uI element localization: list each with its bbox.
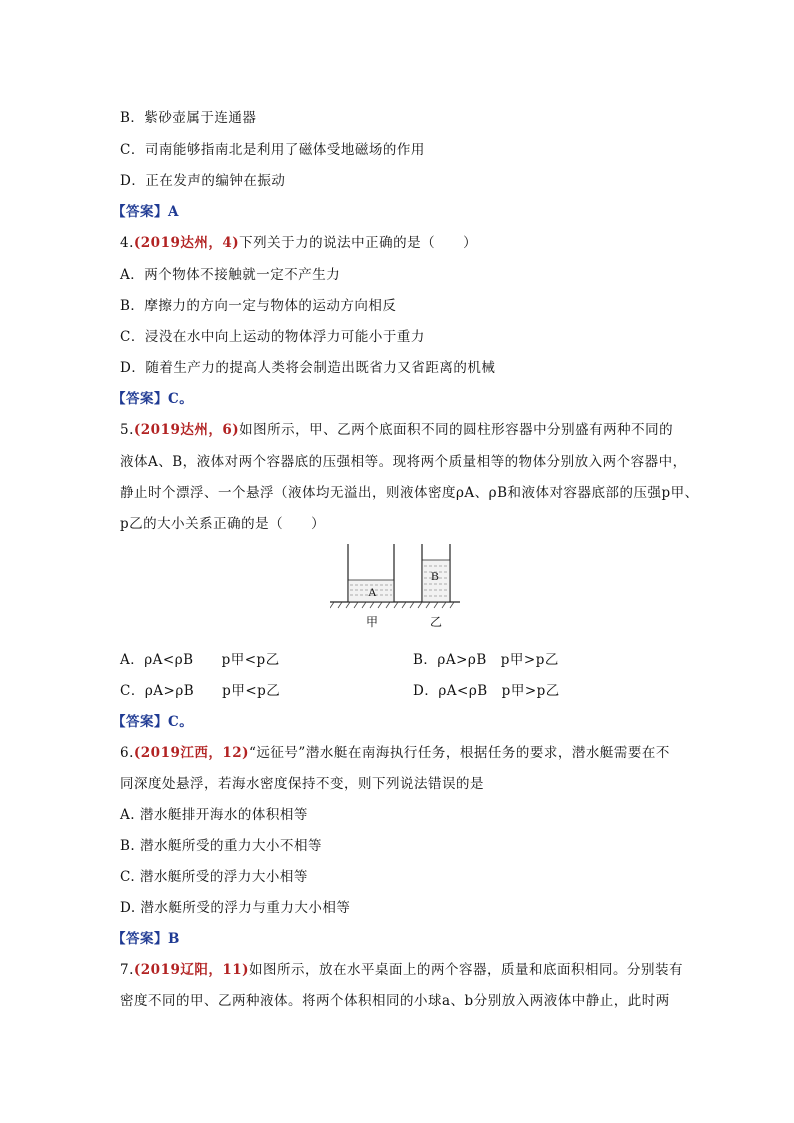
q6-option-d: D. 潜水艇所受的浮力与重力大小相等 bbox=[120, 900, 351, 916]
q6-option-c: C. 潜水艇所受的浮力大小相等 bbox=[120, 869, 308, 885]
q4-option-c: C．浸没在水中向上运动的物体浮力可能小于重力 bbox=[120, 329, 425, 345]
question-6 bbox=[120, 741, 670, 761]
container-jia bbox=[348, 544, 394, 602]
answer-value: A bbox=[168, 204, 179, 220]
q4-option-b: B．摩擦力的方向一定与物体的运动方向相反 bbox=[120, 298, 397, 314]
containers-diagram bbox=[330, 540, 470, 635]
answer-value: C。 bbox=[168, 391, 194, 407]
question-7 bbox=[120, 958, 683, 978]
question-5-line2: 液体A、B，液体对两个容器底的压强相等。现将两个质量相等的物体分别放入两个容器中， bbox=[120, 454, 687, 470]
question-5-line4: p乙的大小关系正确的是（ ） bbox=[120, 516, 326, 532]
question-source: (2019辽阳，11) bbox=[133, 962, 250, 978]
liquid-a-label: A bbox=[368, 585, 377, 599]
question-5 bbox=[120, 418, 673, 438]
question-text: 如图所示，甲、乙两个底面积不同的圆柱形容器中分别盛有两种不同的 bbox=[239, 422, 674, 438]
question-source: (2019达州，4) bbox=[133, 235, 240, 251]
question-number: 4. bbox=[120, 235, 134, 251]
answer-q3 bbox=[112, 200, 179, 220]
question-5-line3: 静止时个漂浮、一个悬浮（液体均无溢出，则液体密度ρA、ρB和液体对容器底部的压强p甲、 bbox=[120, 485, 699, 501]
question-number: 5. bbox=[120, 422, 134, 438]
q4-option-a: A．两个物体不接触就一定不产生力 bbox=[120, 267, 341, 283]
question-text: “远征号”潜水艇在南海执行任务，根据任务的要求，潜水艇需要在不 bbox=[249, 745, 670, 761]
label-yi: 乙 bbox=[430, 615, 443, 629]
answer-q6 bbox=[112, 927, 180, 947]
question-number: 6. bbox=[120, 745, 134, 761]
question-6-line2: 同深度处悬浮，若海水密度保持不变，则下列说法错误的是 bbox=[120, 776, 484, 792]
answer-value: B bbox=[168, 931, 180, 947]
question-text: 如图所示，放在水平桌面上的两个容器，质量和底面积相同。分别装有 bbox=[249, 962, 684, 978]
container-yi bbox=[422, 544, 450, 602]
question-4 bbox=[120, 231, 477, 251]
answer-label: 【答案】 bbox=[112, 714, 168, 730]
question-source: (2019江西，12) bbox=[133, 745, 250, 761]
q5-option-d: D．ρA<ρB p甲>p乙 bbox=[413, 683, 560, 699]
answer-q4 bbox=[112, 387, 193, 407]
question-source: (2019达州，6) bbox=[133, 422, 240, 438]
option-b: B．紫砂壶属于连通器 bbox=[120, 110, 257, 126]
option-c: C．司南能够指南北是利用了磁体受地磁场的作用 bbox=[120, 142, 425, 158]
q5-option-c: C．ρA>ρB p甲<p乙 bbox=[120, 683, 281, 699]
answer-label: 【答案】 bbox=[112, 931, 168, 947]
q5-option-b: B．ρA>ρB p甲>p乙 bbox=[413, 652, 559, 668]
option-d: D．正在发声的编钟在振动 bbox=[120, 173, 286, 189]
q6-option-b: B. 潜水艇所受的重力大小不相等 bbox=[120, 838, 323, 854]
q6-option-a: A. 潜水艇排开海水的体积相等 bbox=[120, 807, 308, 823]
question-7-line2: 密度不同的甲、乙两种液体。将两个体积相同的小球a、b分别放入两液体中静止，此时两 bbox=[120, 993, 670, 1009]
question-text: 下列关于力的说法中正确的是（ ） bbox=[239, 235, 478, 251]
q5-option-a: A．ρA<ρB p甲<p乙 bbox=[120, 652, 280, 668]
liquid-b-label: B bbox=[431, 569, 440, 583]
answer-value: C。 bbox=[168, 714, 194, 730]
answer-label: 【答案】 bbox=[112, 204, 168, 220]
answer-label: 【答案】 bbox=[112, 391, 168, 407]
question-number: 7. bbox=[120, 962, 134, 978]
answer-q5 bbox=[112, 710, 193, 730]
label-jia: 甲 bbox=[366, 615, 379, 629]
q4-option-d: D．随着生产力的提高人类将会制造出既省力又省距离的机械 bbox=[120, 360, 496, 376]
